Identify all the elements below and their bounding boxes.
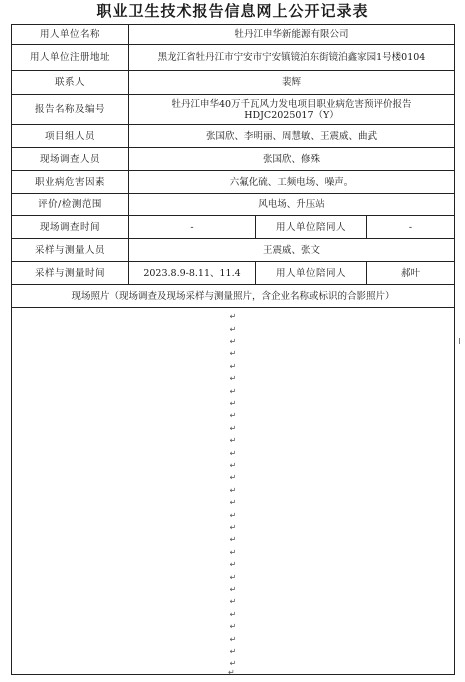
survey-time-label: 现场调查时间: [12, 216, 129, 239]
contact-label: 联系人: [12, 71, 129, 95]
row-scope: [12, 194, 455, 216]
employer-value: 牡丹江申华新能源有限公司: [129, 25, 455, 45]
paragraph-mark: ↵: [229, 436, 237, 446]
paragraph-mark: ↵: [229, 560, 237, 570]
contact-value: 裴辉: [129, 71, 455, 95]
sampling-staff-label: 采样与测量人员: [12, 239, 129, 262]
row-photo-area: [12, 308, 455, 675]
survey-companion-value: -: [367, 216, 455, 239]
paragraph-mark: ↵: [229, 423, 237, 433]
row-employer: [12, 25, 455, 45]
paragraph-mark: ↵: [229, 597, 237, 607]
paragraph-mark: ↵: [229, 647, 237, 657]
paragraph-mark: ↵: [229, 572, 237, 582]
row-photo-header: [12, 285, 455, 308]
paragraph-mark: ↵: [229, 622, 237, 632]
survey-staff-label: 现场调查人员: [12, 148, 129, 171]
scope-label: 评价/检测范围: [12, 194, 129, 216]
paragraph-mark: ↵: [229, 361, 237, 371]
paragraph-mark: ↵: [229, 324, 237, 334]
report-label: 报告名称及编号: [12, 95, 129, 125]
sampling-companion-label: 用人单位陪同人: [256, 262, 367, 285]
address-value: 黑龙江省牡丹江市宁安市宁安镇镜泊东街镜泊鑫家园1号楼0104: [129, 45, 455, 71]
hazards-label: 职业病危害因素: [12, 171, 129, 194]
sampling-time-label: 采样与测量时间: [12, 262, 129, 285]
photo-header: 现场照片（现场调查及现场采样与测量照片，含企业名称或标识的合影照片）: [12, 285, 455, 308]
sampling-time-value: 2023.8.9-8.11、11.4: [129, 262, 256, 285]
paragraph-mark: ↵: [229, 374, 237, 384]
record-table: [11, 24, 455, 675]
paragraph-mark: ↵: [229, 523, 237, 533]
row-contact: [12, 71, 455, 95]
page-edge-marker: [459, 338, 464, 344]
row-survey-staff: [12, 148, 455, 171]
sampling-companion-value: 郝叶: [367, 262, 455, 285]
employer-label: 用人单位名称: [12, 25, 129, 45]
paragraph-mark: ↵: [229, 485, 237, 495]
photo-area: [12, 308, 455, 675]
row-sampling-staff: [12, 239, 455, 262]
row-team: [12, 125, 455, 148]
sampling-staff-value: 王震威、张文: [129, 239, 455, 262]
survey-companion-label: 用人单位陪同人: [256, 216, 367, 239]
paragraph-mark: ↵: [229, 386, 237, 396]
paragraph-mark: ↵: [229, 585, 237, 595]
team-label: 项目组人员: [12, 125, 129, 148]
paragraph-mark: ↵: [229, 659, 237, 669]
address-label: 用人单位注册地址: [12, 45, 129, 71]
form-title: 职业卫生技术报告信息网上公开记录表: [96, 2, 369, 20]
row-report: [12, 95, 455, 125]
paragraph-mark: ↵: [229, 448, 237, 458]
paragraph-mark: ↵: [229, 510, 237, 520]
team-value: 张国欣、李明丽、周慧敏、王震威、曲武: [129, 125, 455, 148]
row-survey-time: [12, 216, 455, 239]
report-value: [129, 95, 455, 125]
row-sampling-time: [12, 262, 455, 285]
survey-time-value: -: [129, 216, 256, 239]
report-number: HDJC2025017（Y）: [244, 109, 339, 121]
paragraph-mark: ↵: [229, 473, 237, 483]
row-address: [12, 45, 455, 71]
scope-value: 风电场、升压站: [129, 194, 455, 216]
paragraph-mark: ↵: [229, 634, 237, 644]
paragraph-mark: ↵: [229, 411, 237, 421]
paragraph-mark: ↵: [229, 498, 237, 508]
report-name: 牡丹江申华40万千瓦风力发电项目职业病危害预评价报告: [171, 98, 412, 110]
paragraph-mark: ↵: [229, 312, 237, 322]
paragraph-mark-footer: ↵: [228, 668, 235, 677]
paragraph-mark: ↵: [229, 336, 237, 346]
paragraph-mark: ↵: [229, 460, 237, 470]
paragraph-mark: ↵: [229, 535, 237, 545]
paragraph-mark: ↵: [229, 547, 237, 557]
hazards-value: 六氟化硫、工频电场、噪声。: [129, 171, 455, 194]
paragraph-mark: ↵: [229, 609, 237, 619]
paragraph-mark: ↵: [229, 349, 237, 359]
row-hazards: [12, 171, 455, 194]
survey-staff-value: 张国欣、修殊: [129, 148, 455, 171]
paragraph-mark: ↵: [229, 398, 237, 408]
